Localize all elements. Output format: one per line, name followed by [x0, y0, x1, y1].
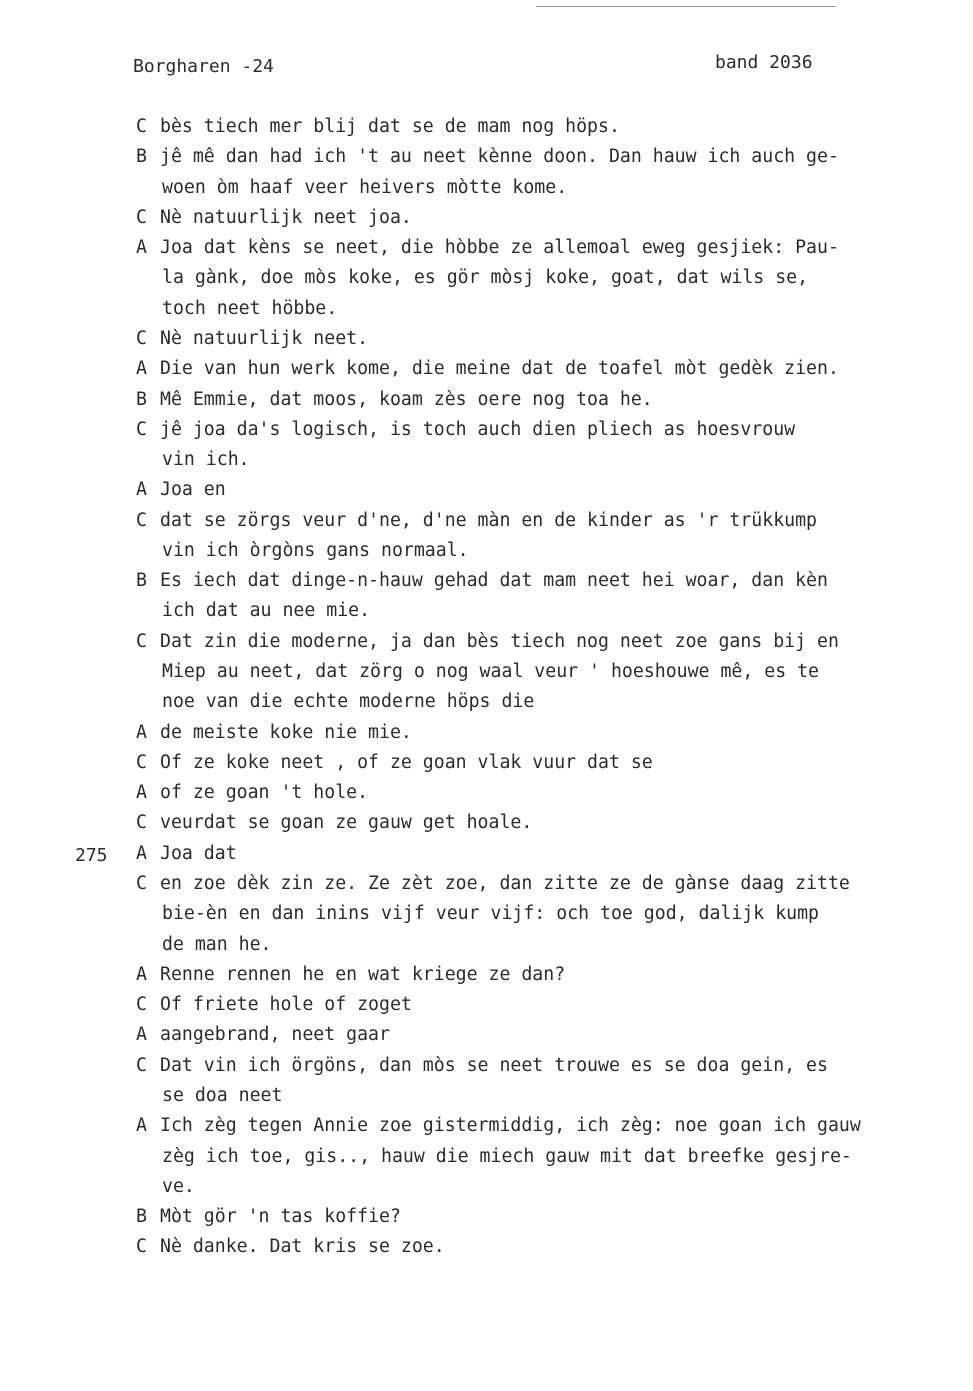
utterance-continuation: zèg ich toe, gis.., hauw die miech gauw mit dat breefke gesjre- [162, 1145, 852, 1167]
transcript-line [0, 990, 973, 1020]
transcript-line [0, 1020, 973, 1050]
transcript-line [0, 415, 973, 445]
utterance-text: dat se zörgs veur d'ne, d'ne màn en de kinder as 'r trükkump [160, 509, 817, 531]
speaker-label: C [136, 116, 147, 137]
speaker-label: C [136, 327, 147, 349]
speaker-label: C [136, 1236, 147, 1258]
transcript-line [0, 718, 973, 748]
utterance-text: veurdat se goan ze gauw get hoale. [160, 812, 533, 834]
utterance-text: bès tiech mer blij dat se de mam nog höps. [160, 116, 620, 137]
header-band-number: band 2036 [715, 52, 813, 73]
utterance-text: Of friete hole of zoget [160, 994, 412, 1016]
speaker-label: C [136, 994, 147, 1016]
speaker-label: B [136, 146, 147, 168]
speaker-label: C [136, 812, 147, 834]
transcript-line [0, 899, 973, 929]
utterance-text: Es iech dat dinge-n-hauw gehad dat mam neet hei woar, dan kèn [160, 570, 828, 592]
utterance-continuation: la gànk, doe mòs koke, es gör mòsj koke, goat, dat wils se, [162, 267, 809, 289]
speaker-label: C [136, 873, 147, 894]
utterance-continuation: woen òm haaf veer heivers mòtte kome. [162, 176, 568, 198]
transcript-line [0, 687, 973, 717]
utterance-text: Renne rennen he en wat kriege ze dan? [160, 963, 566, 985]
transcript-line [0, 596, 973, 626]
speaker-label: C [136, 1054, 147, 1076]
utterance-continuation: vin ich. [162, 449, 250, 471]
speaker-label: C [136, 751, 147, 773]
transcript-line [0, 506, 973, 536]
speaker-label: B [136, 570, 147, 592]
speaker-label: C [136, 206, 147, 228]
transcript-line [0, 1172, 973, 1202]
utterance-text: Dat zin die moderne, ja dan bès tiech nog neet zoe gans bij en [160, 630, 839, 652]
utterance-continuation: ve. [162, 1175, 195, 1197]
utterance-text: Nè natuurlijk neet joa. [160, 206, 412, 228]
utterance-text: Nè danke. Dat kris se zoe. [160, 1236, 445, 1258]
margin-line-number: 275 [75, 845, 108, 866]
utterance-text: aangebrand, neet gaar [160, 1024, 390, 1046]
transcript-line [0, 294, 973, 324]
transcript-line [0, 1051, 973, 1081]
speaker-label: A [136, 237, 147, 259]
speaker-label: C [136, 630, 147, 652]
top-rule [536, 6, 836, 7]
speaker-label: A [136, 1024, 147, 1046]
utterance-text: de meiste koke nie mie. [160, 721, 412, 743]
speaker-label: A [136, 721, 147, 743]
transcript-line [0, 657, 973, 687]
utterance-text: en zoe dèk zin ze. Ze zèt zoe, dan zitte ze de gànse daag zitte [160, 873, 850, 894]
transcript-line [0, 385, 973, 415]
utterance-continuation: de man he. [162, 933, 272, 955]
utterance-text: Mê Emmie, dat moos, koam zès oere nog toa he. [160, 388, 653, 410]
utterance-text: Die van hun werk kome, die meine dat de toafel mòt gedèk zien. [160, 358, 839, 380]
utterance-continuation: se doa neet [162, 1084, 283, 1106]
speaker-label: B [136, 388, 147, 410]
utterance-text: Joa dat kèns se neet, die hòbbe ze allemoal eweg gesjiek: Pau- [160, 237, 839, 259]
transcript-line [0, 778, 973, 808]
speaker-label: C [136, 418, 147, 440]
speaker-label: C [136, 509, 147, 531]
transcript-line [0, 839, 973, 869]
utterance-text: Joa en [160, 479, 226, 501]
speaker-label: B [136, 1206, 147, 1228]
transcript-line [0, 1142, 973, 1172]
transcript-line [0, 960, 973, 990]
transcript-line [0, 475, 973, 505]
utterance-text: Mòt gör 'n tas koffie? [160, 1206, 401, 1228]
utterance-text: Joa dat [160, 842, 237, 864]
transcript-line [0, 445, 973, 475]
transcript-line [0, 324, 973, 354]
speaker-label: A [136, 358, 147, 380]
speaker-label: A [136, 842, 147, 864]
utterance-text: Nè natuurlijk neet. [160, 327, 369, 349]
transcript-line [0, 1232, 973, 1262]
utterance-text: Dat vin ich örgöns, dan mòs se neet trouwe es se doa gein, es [160, 1054, 828, 1076]
utterance-continuation: ich dat au nee mie. [162, 600, 371, 622]
utterance-text: of ze goan 't hole. [160, 782, 369, 804]
transcript-line [0, 566, 973, 596]
transcript-line [0, 142, 973, 172]
utterance-continuation: bie-èn en dan inins vijf veur vijf: och toe god, dalijk kump [162, 903, 819, 925]
utterance-continuation: Miep au neet, dat zörg o nog waal veur ' hoeshouwe mê, es te [162, 661, 819, 683]
transcript-line [0, 748, 973, 778]
transcript-line [0, 627, 973, 657]
utterance-continuation: toch neet höbbe. [162, 297, 338, 319]
transcript-line [0, 808, 973, 838]
transcript-line [0, 869, 973, 899]
transcript-line [0, 112, 973, 142]
utterance-continuation: vin ich òrgòns gans normaal. [162, 539, 469, 561]
utterance-continuation: noe van die echte moderne höps die [162, 691, 535, 713]
speaker-label: A [136, 963, 147, 985]
transcript-line [0, 173, 973, 203]
transcript-line [0, 263, 973, 293]
transcript-line [0, 354, 973, 384]
header-title: Borgharen -24 [133, 56, 274, 77]
transcript-line [0, 930, 973, 960]
transcript-line [0, 1202, 973, 1232]
speaker-label: A [136, 782, 147, 804]
utterance-text: Ich zèg tegen Annie zoe gistermiddig, ich zèg: noe goan ich gauw [160, 1115, 861, 1137]
speaker-label: A [136, 1115, 147, 1137]
utterance-text: jê joa da's logisch, is toch auch dien pliech as hoesvrouw [160, 418, 796, 440]
utterance-text: jê mê dan had ich 't au neet kènne doon. Dan hauw ich auch ge- [160, 146, 839, 168]
transcript-line [0, 1111, 973, 1141]
utterance-text: Of ze koke neet , of ze goan vlak vuur dat se [160, 751, 653, 773]
transcript-line [0, 536, 973, 566]
transcript-line [0, 1081, 973, 1111]
speaker-label: A [136, 479, 147, 501]
transcript-line [0, 203, 973, 233]
transcript-line [0, 233, 973, 263]
